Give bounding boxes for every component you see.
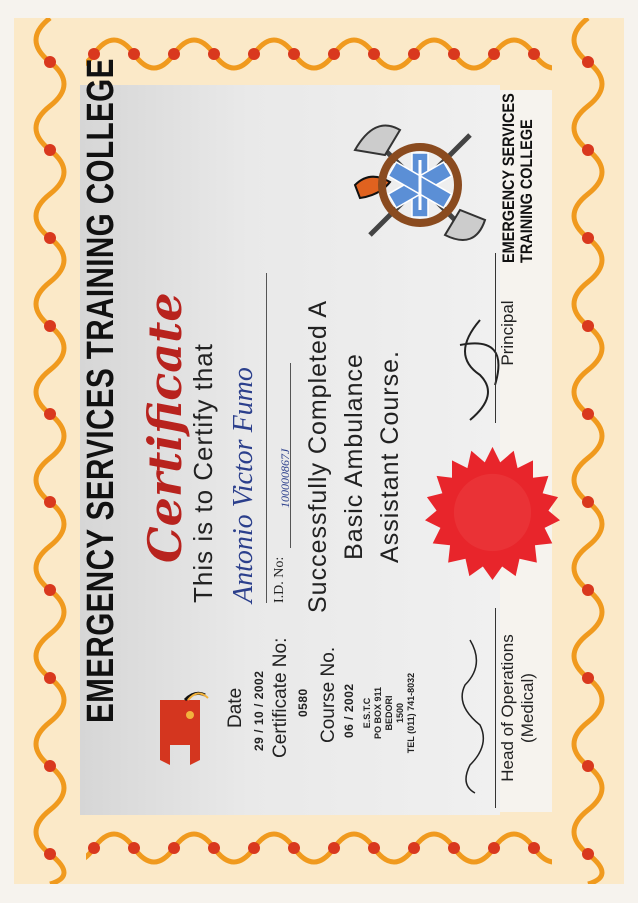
completion-text (300, 300, 408, 613)
certify-text: This is to Certify that (188, 343, 218, 603)
completion-line-2: Basic Ambulance (340, 353, 368, 560)
side-college-title (500, 93, 536, 263)
id-value: 100000867J (278, 448, 292, 508)
course-number-value: 06 / 2002 (342, 683, 356, 738)
side-title-line-1: EMERGENCY SERVICES (499, 93, 518, 263)
date-label: Date (225, 687, 246, 728)
completion-line-1: Successfully Completed A (304, 299, 332, 613)
id-label: I.D. No: (272, 556, 287, 603)
address-line-5: TEL (011) 741-8032 (406, 672, 416, 754)
recipient-name: Antonio Victor Fumo (228, 367, 259, 603)
principal-line (495, 253, 496, 423)
principal-label: Principal (498, 300, 517, 366)
name-underline (266, 273, 267, 603)
completion-line-3: Assistant Course. (376, 350, 404, 563)
course-number-label: Course No. (318, 646, 339, 743)
id-underline (290, 363, 291, 548)
certificate-heading: Certificate (138, 292, 192, 563)
date-value: 29 / 10 / 2002 (252, 670, 266, 751)
head-of-operations-subtitle: (Medical) (518, 673, 537, 743)
certificate-number-value: 0580 (296, 688, 310, 717)
certificate-number-label: Certificate No: (270, 637, 291, 758)
head-of-operations-title: Head of Operations (498, 634, 517, 782)
head-of-operations-label (498, 623, 538, 793)
address-line-2: PO BOX 911 (373, 686, 383, 740)
address-line-1: E.S.T.C (362, 697, 372, 729)
head-of-operations-line (495, 608, 496, 808)
address-line-4: 1500 (395, 702, 405, 724)
college-address (362, 653, 417, 773)
side-title-line-2: TRAINING COLLEGE (517, 119, 536, 263)
address-line-3: BEDORI (384, 695, 394, 731)
college-title: EMERGENCY SERVICES TRAINING COLLEGE (80, 58, 122, 723)
